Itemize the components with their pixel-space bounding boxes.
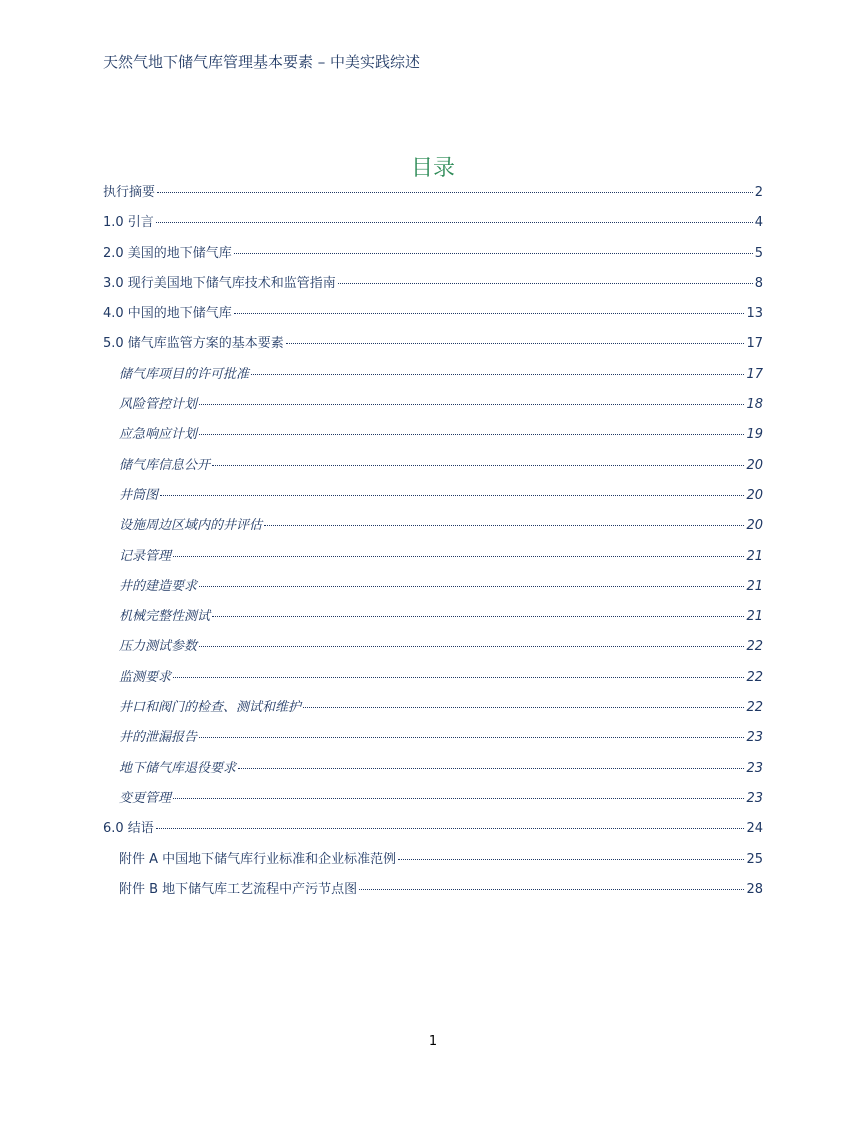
toc-entry-page: 22: [746, 669, 763, 685]
toc-dot-leader: [398, 859, 744, 860]
toc-entry-page: 17: [746, 366, 763, 382]
toc-entry-page: 21: [746, 609, 763, 625]
toc-entry[interactable]: [103, 242, 763, 272]
toc-entry-page: 8: [754, 275, 763, 291]
toc-title: 目录: [410, 156, 455, 181]
toc-entry-label: 2.0 美国的地下储气库: [103, 245, 232, 261]
toc-entry[interactable]: [103, 817, 763, 847]
toc-entry[interactable]: [103, 514, 763, 544]
toc-entry[interactable]: [103, 332, 763, 362]
toc-dot-leader: [286, 343, 745, 344]
toc-entry-page: 25: [746, 851, 763, 867]
toc-dot-leader: [157, 192, 753, 193]
toc-entry[interactable]: [103, 575, 763, 605]
toc-dot-leader: [212, 616, 744, 617]
toc-entry[interactable]: [103, 696, 763, 726]
toc-dot-leader: [199, 404, 744, 405]
toc-entry-page: 20: [746, 518, 763, 534]
toc-entry-page: 20: [746, 457, 763, 473]
toc-dot-leader: [264, 525, 744, 526]
toc-dot-leader: [160, 495, 744, 496]
toc-entry-label: 监测要求: [119, 669, 172, 685]
toc-entry-label: 设施周边区域内的井评估: [119, 518, 263, 534]
toc-dot-leader: [212, 465, 744, 466]
toc-entry-label: 附件 A 中国地下储气库行业标准和企业标准范例: [119, 851, 397, 867]
toc-entry-label: 应急响应计划: [119, 427, 198, 443]
toc-entry[interactable]: [103, 393, 763, 423]
toc-entry-label: 井筒图: [119, 487, 159, 503]
toc-entry-page: 23: [746, 730, 763, 746]
toc-entry[interactable]: [103, 757, 763, 787]
toc-entry[interactable]: [103, 423, 763, 453]
toc-entry-label: 3.0 现行美国地下储气库技术和监管指南: [103, 275, 336, 291]
toc-entry-page: 2: [754, 185, 763, 200]
toc-entry-page: 13: [746, 306, 763, 322]
toc-dot-leader: [234, 313, 745, 314]
toc-entry[interactable]: [103, 787, 763, 817]
toc-entry[interactable]: [103, 666, 763, 696]
toc-entry-label: 地下储气库退役要求: [119, 760, 237, 776]
toc-entry-page: 5: [754, 245, 763, 261]
toc-dot-leader: [359, 889, 744, 890]
toc-entry-label: 变更管理: [119, 790, 172, 806]
toc-dot-leader: [303, 707, 744, 708]
toc-entry-page: 21: [746, 548, 763, 564]
toc-entry[interactable]: [103, 605, 763, 635]
toc-entry-label: 附件 B 地下储气库工艺流程中产污节点图: [119, 881, 358, 897]
toc-entry[interactable]: [103, 272, 763, 302]
running-header: 天然气地下储气库管理基本要素 – 中美实践综述: [103, 53, 421, 71]
toc-entry[interactable]: [103, 848, 763, 878]
toc-entry-label: 执行摘要: [103, 185, 156, 200]
toc-entry-page: 22: [746, 700, 763, 716]
toc-dot-leader: [173, 677, 744, 678]
toc-entry-label: 风险管控计划: [119, 397, 198, 413]
toc-dot-leader: [199, 434, 744, 435]
page-number: 1: [428, 1034, 438, 1049]
toc-dot-leader: [199, 586, 744, 587]
toc-entry[interactable]: [103, 181, 763, 211]
toc-entry-label: 井的泄漏报告: [119, 730, 198, 746]
toc-entry-label: 4.0 中国的地下储气库: [103, 306, 232, 322]
toc-dot-leader: [251, 374, 744, 375]
toc-entry-page: 19: [746, 427, 763, 443]
table-of-contents: [103, 181, 763, 908]
toc-entry-page: 22: [746, 639, 763, 655]
toc-entry-label: 记录管理: [119, 548, 172, 564]
toc-entry-label: 井口和阀门的检查、测试和维护: [119, 700, 302, 716]
toc-dot-leader: [234, 253, 753, 254]
toc-entry[interactable]: [103, 635, 763, 665]
toc-entry[interactable]: [103, 454, 763, 484]
toc-entry-label: 压力测试参数: [119, 639, 198, 655]
toc-entry[interactable]: [103, 545, 763, 575]
toc-entry-page: 21: [746, 578, 763, 594]
toc-entry-label: 5.0 储气库监管方案的基本要素: [103, 336, 284, 352]
toc-entry[interactable]: [103, 363, 763, 393]
toc-dot-leader: [173, 798, 744, 799]
toc-dot-leader: [156, 828, 745, 829]
toc-entry[interactable]: [103, 878, 763, 908]
toc-entry-label: 机械完整性测试: [119, 609, 211, 625]
toc-entry[interactable]: [103, 484, 763, 514]
toc-entry-page: 17: [746, 336, 763, 352]
toc-dot-leader: [199, 646, 744, 647]
toc-entry-page: 20: [746, 487, 763, 503]
toc-entry-page: 23: [746, 790, 763, 806]
toc-dot-leader: [238, 768, 744, 769]
toc-dot-leader: [173, 556, 744, 557]
toc-entry-label: 井的建造要求: [119, 578, 198, 594]
toc-entry-label: 储气库项目的许可批准: [119, 366, 250, 382]
toc-dot-leader: [199, 737, 744, 738]
toc-entry-page: 23: [746, 760, 763, 776]
toc-dot-leader: [156, 222, 753, 223]
toc-entry-label: 6.0 结语: [103, 821, 154, 837]
toc-entry[interactable]: [103, 726, 763, 756]
toc-entry-page: 28: [746, 881, 763, 897]
toc-entry-page: 4: [754, 215, 763, 231]
toc-entry[interactable]: [103, 302, 763, 332]
toc-entry-page: 24: [746, 821, 763, 837]
toc-entry-page: 18: [746, 397, 763, 413]
toc-entry[interactable]: [103, 211, 763, 241]
toc-entry-label: 1.0 引言: [103, 215, 154, 231]
toc-entry-label: 储气库信息公开: [119, 457, 211, 473]
toc-dot-leader: [338, 283, 753, 284]
